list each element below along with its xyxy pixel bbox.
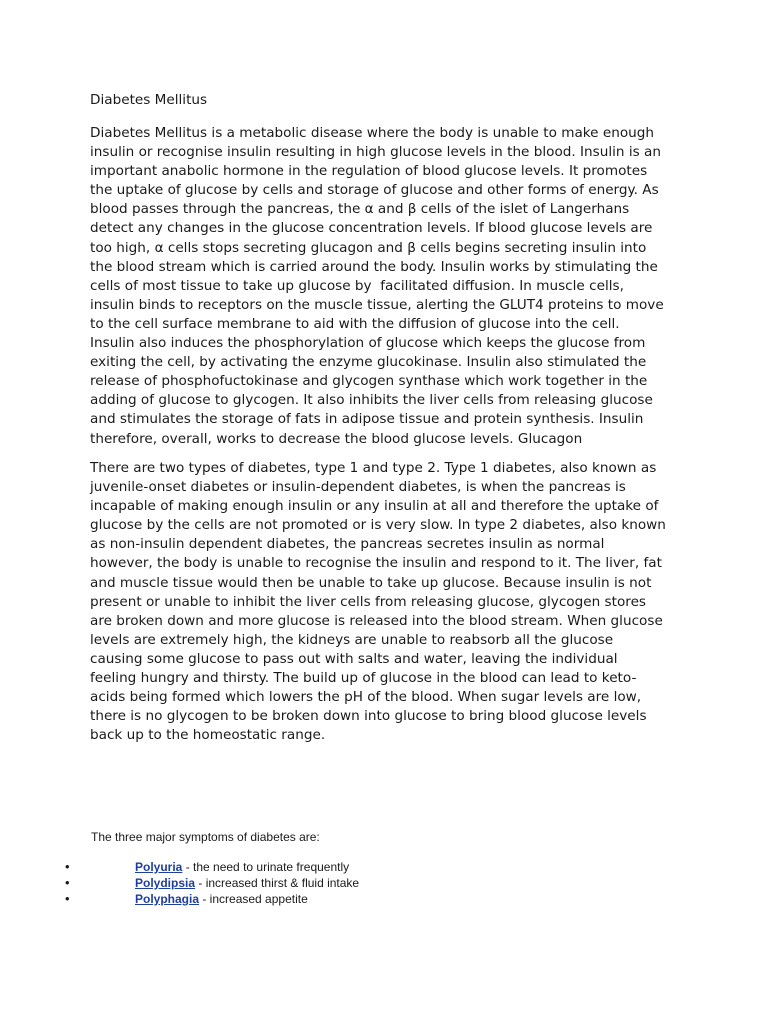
symptom-description: - increased thirst & fluid intake — [195, 876, 360, 890]
text-line: back up to the homeostatic range. — [90, 727, 326, 744]
document-title: Diabetes Mellitus — [90, 92, 208, 108]
polyuria-link[interactable]: Polyuria — [135, 860, 183, 874]
bullet-icon: • — [65, 875, 70, 890]
text-line: are broken down and more glucose is released into the blood stream. When glucose — [90, 612, 663, 629]
paragraph-diabetes-types — [90, 459, 690, 745]
symptom-item — [135, 891, 308, 907]
text-line: There are two types of diabetes, type 1 and type 2. Type 1 diabetes, also known as — [90, 460, 657, 476]
text-line: glucose by the cells are not promoted or is very slow. In type 2 diabetes, also known — [90, 517, 666, 534]
text-line: the uptake of glucose by cells and storage of glucose and other forms of energy. As — [90, 182, 659, 199]
text-line: the blood stream which is carried around the body. Insulin works by stimulating the — [90, 258, 658, 275]
text-line: cells of most tissue to take up glucose by facilitated diffusion. In muscle cells, — [90, 277, 624, 294]
text-line: exiting the cell, by activating the enzyme glucokinase. Insulin also stimulated the — [90, 354, 647, 371]
symptom-description: - the need to urinate frequently — [182, 860, 350, 874]
text-line: however, the body is unable to recognise the insulin and respond to it. The liver, fat — [90, 555, 662, 572]
text-line: there is no glycogen to be broken down into glucose to bring blood glucose levels — [90, 708, 647, 725]
symptom-description: - increased appetite — [199, 892, 308, 906]
symptom-item — [135, 859, 349, 875]
bullet-icon: • — [65, 859, 70, 874]
paragraph-insulin — [90, 124, 690, 449]
text-line: incapable of making enough insulin or any insulin at all and therefore the uptake of — [90, 498, 659, 515]
text-line: detect any changes in the glucose concentration levels. If blood glucose levels are — [90, 220, 653, 237]
symptoms-intro: The three major symptoms of diabetes are: — [91, 830, 320, 844]
polyphagia-link[interactable]: Polyphagia — [135, 892, 200, 906]
text-line: release of phosphofuctokinase and glycogen synthase which work together in the — [90, 373, 648, 390]
text-line: Insulin also induces the phosphorylation of glucose which keeps the glucose from — [90, 335, 646, 352]
polydipsia-link[interactable]: Polydipsia — [135, 876, 196, 890]
text-line: as non-insulin dependent diabetes, the pancreas secretes insulin as normal — [90, 536, 605, 553]
text-line: levels are extremely high, the kidneys are unable to reabsorb all the glucose — [90, 631, 614, 648]
text-line: and muscle tissue would then be unable to take up glucose. Because insulin is not — [90, 574, 652, 591]
text-line: adding of glucose to glycogen. It also inhibits the liver cells from releasing glucose — [90, 392, 653, 409]
text-line: causing some glucose to pass out with salts and water, leaving the individual — [90, 650, 618, 667]
text-line: acids being formed which lowers the pH of the blood. When sugar levels are low, — [90, 689, 642, 706]
text-line: to the cell surface membrane to aid with the diffusion of glucose into the cell. — [90, 315, 620, 332]
text-line: Diabetes Mellitus is a metabolic disease where the body is unable to make enough — [90, 125, 655, 141]
text-line: important anabolic hormone in the regulation of blood glucose levels. It promotes — [90, 163, 648, 180]
text-line: feeling hungry and thirsty. The build up of glucose in the blood can lead to keto- — [90, 670, 637, 687]
text-line: present or unable to inhibit the liver cells from releasing glucose, glycogen stores — [90, 593, 647, 610]
text-line: blood passes through the pancreas, the α and β cells of the islet of Langerhans — [90, 201, 630, 218]
bullet-icon: • — [65, 891, 70, 906]
symptom-item — [135, 875, 359, 891]
text-line: juvenile-onset diabetes or insulin-dependent diabetes, is when the pancreas is — [90, 479, 626, 496]
text-line: and stimulates the storage of fats in adipose tissue and protein synthesis. Insulin — [90, 411, 644, 428]
text-line: insulin or recognise insulin resulting in high glucose levels in the blood. Insulin is an — [90, 144, 661, 161]
text-line: therefore, overall, works to decrease the blood glucose levels. Glucagon — [90, 430, 583, 447]
text-line: too high, α cells stops secreting glucagon and β cells begins secreting insulin into — [90, 239, 647, 256]
text-line: insulin binds to receptors on the muscle tissue, alerting the GLUT4 proteins to move — [90, 296, 664, 313]
